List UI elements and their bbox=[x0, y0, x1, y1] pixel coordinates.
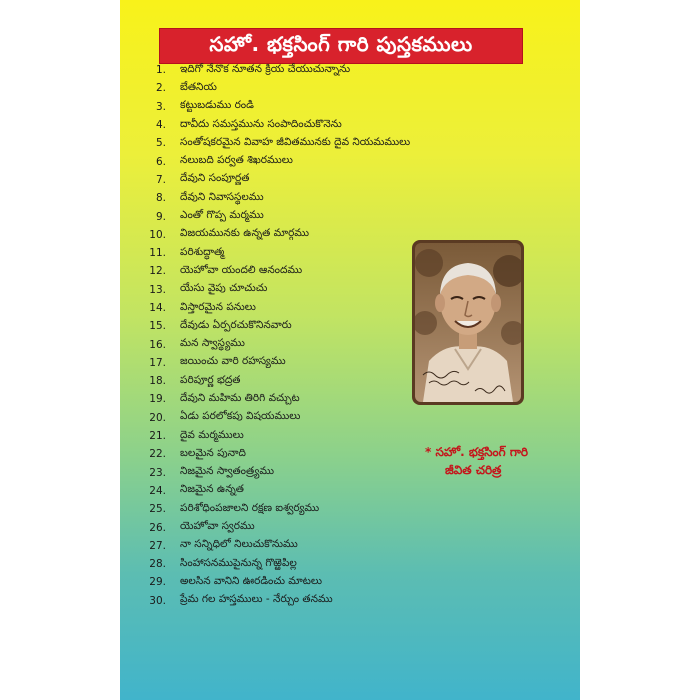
book-list-item bbox=[130, 317, 420, 335]
author-photo-frame bbox=[412, 240, 524, 405]
book-list-item bbox=[130, 592, 420, 610]
book-number: 26. bbox=[149, 521, 166, 534]
book-list bbox=[130, 61, 420, 610]
book-number: 17. bbox=[149, 356, 166, 369]
book-number: 3. bbox=[155, 100, 166, 113]
book-number: 24. bbox=[149, 484, 166, 497]
book-number: 14. bbox=[149, 302, 166, 314]
book-title: పరిశోధింపజాలని రక్షణ ఐశ్వర్యము bbox=[180, 501, 320, 514]
book-list-item bbox=[130, 262, 420, 280]
book-title: నలుబది పర్వత శిఖరములు bbox=[180, 154, 293, 167]
book-number: 28. bbox=[149, 558, 166, 571]
book-title: కట్టుబడుము రండి bbox=[180, 99, 254, 112]
book-list-item bbox=[130, 464, 420, 482]
biography-caption bbox=[425, 443, 575, 479]
book-title: విజయమునకు ఉన్నత మార్గము bbox=[180, 227, 310, 240]
book-title: ఇదిగో నేనొక నూతన క్రియ చేయుచున్నాను bbox=[180, 62, 351, 75]
book-title: నా సన్నిధిలో నిలుచుకొనుము bbox=[180, 538, 298, 551]
book-list-item bbox=[130, 409, 420, 427]
book-number: 22. bbox=[149, 448, 166, 461]
book-list-item bbox=[130, 171, 420, 189]
book-title: దేవుని మహిమ తిరిగి వచ్చుట bbox=[180, 391, 300, 404]
book-list-item bbox=[130, 207, 420, 225]
book-title: దైవ మర్మములు bbox=[180, 428, 244, 441]
book-number: 7. bbox=[155, 173, 166, 186]
book-number: 2. bbox=[155, 82, 166, 95]
book-title: దేవుని సంపూర్ణత bbox=[180, 172, 250, 185]
book-list-item bbox=[130, 61, 420, 79]
book-title: సింహాసనముపైనున్న గొఱ్ఱెపిల్ల bbox=[180, 556, 297, 569]
page-title: సహో. భక్తసింగ్ గారి పుస్తకములు bbox=[159, 28, 523, 64]
book-list-item bbox=[130, 354, 420, 372]
book-title: ప్రేమ గల హస్తములు - నేర్చుం తనము bbox=[180, 593, 333, 606]
book-title: ఏడు పరలోకపు విషయములు bbox=[180, 410, 301, 423]
book-number: 10. bbox=[149, 228, 166, 241]
book-number: 15. bbox=[149, 320, 166, 333]
book-number: 4. bbox=[155, 119, 166, 132]
book-list-item bbox=[130, 189, 420, 207]
book-list-item bbox=[130, 500, 420, 518]
book-title: ఎంతో గొప్ప మర్మము bbox=[180, 209, 264, 222]
book-title: నిజమైన ఉన్నత bbox=[180, 483, 244, 496]
book-number: 25. bbox=[149, 503, 166, 516]
book-number: 19. bbox=[149, 393, 166, 406]
author-photo bbox=[415, 243, 521, 402]
book-number: 23. bbox=[149, 466, 166, 479]
book-title: మన స్వాస్థ్యము bbox=[180, 337, 245, 350]
author-portrait-image bbox=[415, 243, 521, 402]
book-list-item bbox=[130, 573, 420, 591]
book-list-item bbox=[130, 427, 420, 445]
book-list-item bbox=[130, 335, 420, 353]
book-list-item bbox=[130, 98, 420, 116]
book-title: పరిశుద్ధాత్మ bbox=[180, 245, 225, 258]
book-title: పరిపూర్ణ భద్రత bbox=[180, 373, 241, 386]
book-number: 1. bbox=[155, 64, 166, 77]
book-number: 9. bbox=[155, 210, 166, 223]
book-number: 16. bbox=[149, 338, 166, 351]
book-list-item bbox=[130, 482, 420, 500]
book-list-item bbox=[130, 299, 420, 317]
book-title: దేవుడు ఏర్పరచుకొనినవారు bbox=[180, 318, 292, 331]
book-title: అలసిన వానిని ఊరడించు మాటలు bbox=[180, 574, 322, 587]
book-number: 6. bbox=[155, 155, 166, 168]
book-title: బేతనియ bbox=[180, 80, 217, 93]
book-list-item bbox=[130, 372, 420, 390]
book-number: 12. bbox=[149, 265, 166, 278]
book-list-item bbox=[130, 390, 420, 408]
book-list-item bbox=[130, 445, 420, 463]
biography-caption-line1: * సహో. భక్తసింగ్ గారి bbox=[425, 445, 528, 459]
book-number: 20. bbox=[149, 411, 166, 424]
book-number: 21. bbox=[149, 430, 166, 443]
book-number: 29. bbox=[149, 576, 166, 589]
book-title: యెహోవా యందలి ఆనందము bbox=[180, 263, 303, 276]
book-list-item bbox=[130, 134, 420, 152]
book-number: 30. bbox=[149, 594, 166, 607]
book-title: దావీదు సమస్తమును సంపాదించుకొనెను bbox=[180, 117, 342, 130]
book-title: సంతోషకరమైన వివాహ జీవితమునకు దైవ నియమములు bbox=[180, 135, 411, 148]
book-number: 8. bbox=[155, 192, 166, 205]
book-title: దేవుని నివాసస్థలము bbox=[180, 190, 264, 203]
book-title: యేసు వైపు చూచుచు bbox=[180, 282, 268, 295]
book-number: 18. bbox=[149, 375, 166, 388]
biography-caption-line2: జీవిత చరిత్ర bbox=[445, 463, 502, 477]
book-list-item bbox=[130, 555, 420, 573]
book-list-item bbox=[130, 116, 420, 134]
book-list-item bbox=[130, 226, 420, 244]
book-number: 13. bbox=[149, 283, 166, 296]
book-list-item bbox=[130, 518, 420, 536]
book-title: నిజమైన స్వాతంత్ర్యము bbox=[180, 465, 275, 478]
book-title: విస్తారమైన పనులు bbox=[180, 300, 256, 313]
book-list-item bbox=[130, 152, 420, 170]
book-list-item bbox=[130, 537, 420, 555]
book-title: బలమైన పునాది bbox=[180, 446, 246, 459]
book-title: యెహోవా స్వరము bbox=[180, 520, 255, 533]
book-title: జయించు వారి రహస్యము bbox=[180, 355, 286, 368]
book-number: 11. bbox=[149, 247, 166, 260]
book-list-item bbox=[130, 244, 420, 262]
book-list-item bbox=[130, 281, 420, 299]
book-number: 5. bbox=[155, 137, 166, 150]
book-number: 27. bbox=[149, 539, 166, 552]
book-list-item bbox=[130, 79, 420, 97]
